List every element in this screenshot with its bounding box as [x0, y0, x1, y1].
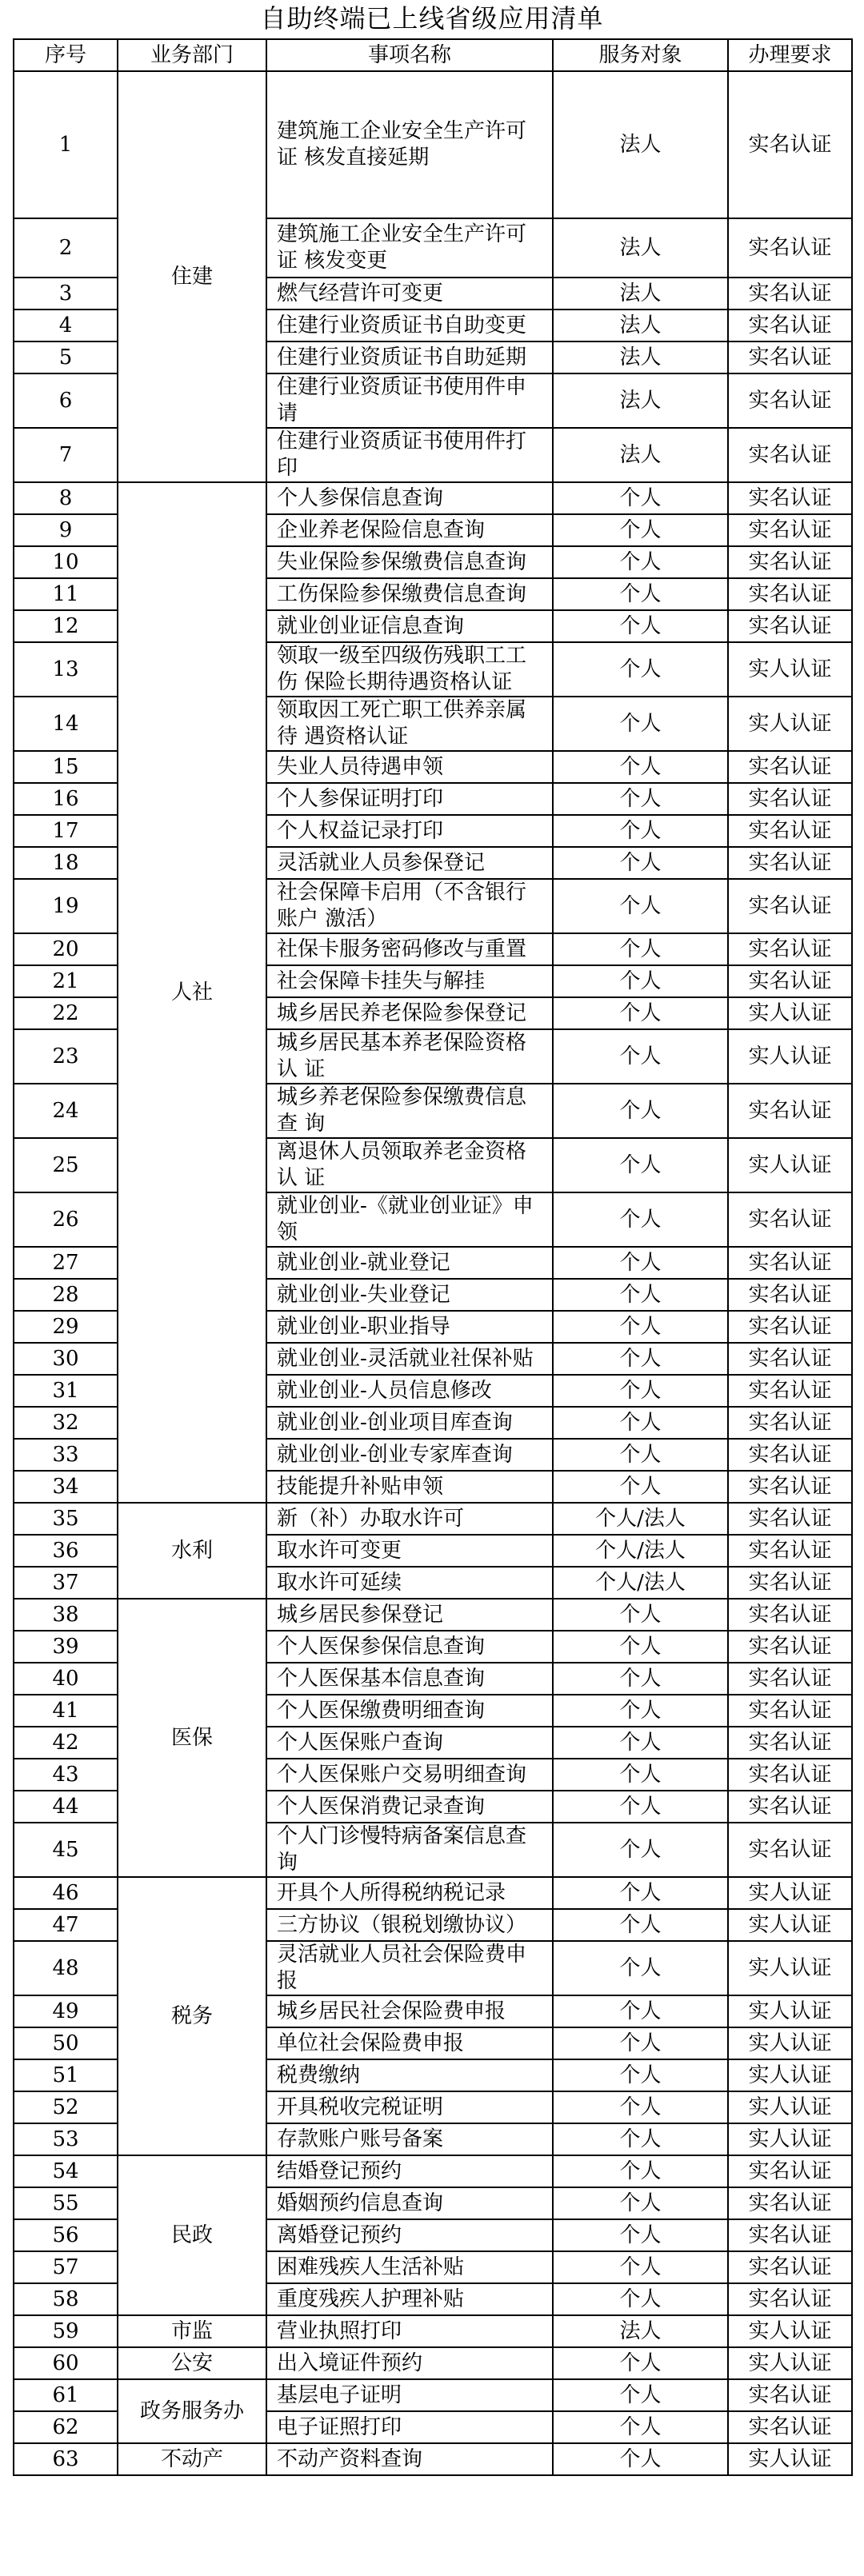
row-number-cell: 5 — [14, 341, 118, 373]
service-target-cell: 个人 — [553, 697, 728, 751]
service-target-cell: 个人 — [553, 1823, 728, 1877]
service-target-cell: 个人 — [553, 1029, 728, 1084]
table-header-row — [14, 39, 852, 71]
item-name-cell: 社保卡服务密码修改与重置 — [266, 933, 553, 965]
service-target-cell: 个人/法人 — [553, 1535, 728, 1567]
item-name-cell: 开具税收完税证明 — [266, 2091, 553, 2123]
requirement-cell: 实名认证 — [728, 1084, 852, 1138]
service-target-cell: 法人 — [553, 218, 728, 278]
requirement-cell: 实名认证 — [728, 1759, 852, 1791]
service-target-cell: 个人 — [553, 815, 728, 847]
item-name-cell: 就业创业-就业登记 — [266, 1247, 553, 1279]
item-name-cell: 企业养老保险信息查询 — [266, 514, 553, 546]
requirement-cell: 实名认证 — [728, 71, 852, 218]
requirement-cell: 实名认证 — [728, 1279, 852, 1311]
requirement-cell: 实名认证 — [728, 1535, 852, 1567]
requirement-cell: 实名认证 — [728, 1343, 852, 1375]
item-name-cell: 个人参保证明打印 — [266, 783, 553, 815]
requirement-cell: 实名认证 — [728, 482, 852, 514]
service-target-cell: 个人 — [553, 1727, 728, 1759]
row-number-cell: 8 — [14, 482, 118, 514]
table-row — [14, 1599, 852, 1631]
item-name-cell: 灵活就业人员社会保险费申报 — [266, 1941, 553, 1995]
table-row — [14, 2347, 852, 2379]
service-target-cell: 个人 — [553, 1663, 728, 1695]
service-target-cell: 个人 — [553, 2283, 728, 2315]
requirement-cell: 实名认证 — [728, 1375, 852, 1407]
item-name-cell: 个人医保账户查询 — [266, 1727, 553, 1759]
requirement-cell: 实人认证 — [728, 1029, 852, 1084]
row-number-cell: 61 — [14, 2379, 118, 2411]
row-number-cell: 48 — [14, 1941, 118, 1995]
requirement-cell: 实名认证 — [728, 1471, 852, 1503]
service-target-cell: 个人 — [553, 1375, 728, 1407]
requirement-cell: 实人认证 — [728, 2347, 852, 2379]
item-name-cell: 技能提升补贴申领 — [266, 1471, 553, 1503]
requirement-cell: 实名认证 — [728, 310, 852, 341]
service-target-cell: 个人 — [553, 847, 728, 879]
service-target-cell: 个人 — [553, 965, 728, 997]
row-number-cell: 16 — [14, 783, 118, 815]
requirement-cell: 实人认证 — [728, 2059, 852, 2091]
requirement-cell: 实人认证 — [728, 1909, 852, 1941]
table-row — [14, 2155, 852, 2187]
requirement-cell: 实名认证 — [728, 783, 852, 815]
row-number-cell: 4 — [14, 310, 118, 341]
applications-table — [13, 38, 853, 2476]
item-name-cell: 就业创业-《就业创业证》申领 — [266, 1192, 553, 1247]
requirement-cell: 实名认证 — [728, 2411, 852, 2443]
service-target-cell: 个人/法人 — [553, 1503, 728, 1535]
item-name-cell: 就业创业-灵活就业社保补贴 — [266, 1343, 553, 1375]
requirement-cell: 实名认证 — [728, 373, 852, 428]
service-target-cell: 法人 — [553, 278, 728, 310]
table-row — [14, 2315, 852, 2347]
item-name-cell: 出入境证件预约 — [266, 2347, 553, 2379]
item-name-cell: 营业执照打印 — [266, 2315, 553, 2347]
requirement-cell: 实名认证 — [728, 2155, 852, 2187]
requirement-cell: 实名认证 — [728, 1407, 852, 1439]
row-number-cell: 31 — [14, 1375, 118, 1407]
row-number-cell: 9 — [14, 514, 118, 546]
row-number-cell: 50 — [14, 2027, 118, 2059]
service-target-cell: 个人 — [553, 2251, 728, 2283]
service-target-cell: 个人 — [553, 2347, 728, 2379]
row-number-cell: 41 — [14, 1695, 118, 1727]
row-number-cell: 36 — [14, 1535, 118, 1567]
row-number-cell: 30 — [14, 1343, 118, 1375]
service-target-cell: 个人 — [553, 1343, 728, 1375]
item-name-cell: 领取一级至四级伤残职工工伤 保险长期待遇资格认证 — [266, 642, 553, 697]
requirement-cell: 实人认证 — [728, 1877, 852, 1909]
table-row — [14, 482, 852, 514]
item-name-cell: 困难残疾人生活补贴 — [266, 2251, 553, 2283]
item-name-cell: 住建行业资质证书使用件申请 — [266, 373, 553, 428]
requirement-cell: 实名认证 — [728, 815, 852, 847]
row-number-cell: 2 — [14, 218, 118, 278]
row-number-cell: 10 — [14, 546, 118, 578]
item-name-cell: 三方协议（银税划缴协议） — [266, 1909, 553, 1941]
requirement-cell: 实名认证 — [728, 514, 852, 546]
row-number-cell: 26 — [14, 1192, 118, 1247]
service-target-cell: 个人 — [553, 1759, 728, 1791]
item-name-cell: 就业创业-职业指导 — [266, 1311, 553, 1343]
row-number-cell: 19 — [14, 879, 118, 933]
service-target-cell: 个人 — [553, 1439, 728, 1471]
service-target-cell: 法人 — [553, 373, 728, 428]
row-number-cell: 27 — [14, 1247, 118, 1279]
row-number-cell: 35 — [14, 1503, 118, 1535]
table-row — [14, 2379, 852, 2411]
item-name-cell: 婚姻预约信息查询 — [266, 2187, 553, 2219]
requirement-cell: 实名认证 — [728, 546, 852, 578]
item-name-cell: 灵活就业人员参保登记 — [266, 847, 553, 879]
item-name-cell: 住建行业资质证书使用件打印 — [266, 428, 553, 482]
row-number-cell: 40 — [14, 1663, 118, 1695]
service-target-cell: 个人 — [553, 1695, 728, 1727]
department-cell: 水利 — [118, 1503, 266, 1599]
service-target-cell: 个人 — [553, 751, 728, 783]
item-name-cell: 社会保障卡启用（不含银行账户 激活） — [266, 879, 553, 933]
item-name-cell: 失业人员待遇申领 — [266, 751, 553, 783]
row-number-cell: 42 — [14, 1727, 118, 1759]
item-name-cell: 税费缴纳 — [266, 2059, 553, 2091]
requirement-cell: 实名认证 — [728, 1631, 852, 1663]
requirement-cell: 实人认证 — [728, 997, 852, 1029]
requirement-cell: 实名认证 — [728, 1192, 852, 1247]
row-number-cell: 55 — [14, 2187, 118, 2219]
row-number-cell: 13 — [14, 642, 118, 697]
item-name-cell: 个人门诊慢特病备案信息查询 — [266, 1823, 553, 1877]
item-name-cell: 建筑施工企业安全生产许可证 核发直接延期 — [266, 71, 553, 218]
row-number-cell: 14 — [14, 697, 118, 751]
service-target-cell: 个人 — [553, 997, 728, 1029]
department-cell: 医保 — [118, 1599, 266, 1877]
service-target-cell: 个人 — [553, 879, 728, 933]
row-number-cell: 7 — [14, 428, 118, 482]
row-number-cell: 49 — [14, 1995, 118, 2027]
service-target-cell: 个人 — [553, 546, 728, 578]
item-name-cell: 住建行业资质证书自助变更 — [266, 310, 553, 341]
item-name-cell: 离婚登记预约 — [266, 2219, 553, 2251]
item-name-cell: 电子证照打印 — [266, 2411, 553, 2443]
service-target-cell: 个人 — [553, 482, 728, 514]
service-target-cell: 法人 — [553, 2315, 728, 2347]
requirement-cell: 实人认证 — [728, 2027, 852, 2059]
requirement-cell: 实名认证 — [728, 2283, 852, 2315]
requirement-cell: 实名认证 — [728, 1727, 852, 1759]
column-header-req: 办理要求 — [728, 39, 852, 71]
service-target-cell: 个人 — [553, 783, 728, 815]
table-row — [14, 2443, 852, 2475]
requirement-cell: 实名认证 — [728, 1503, 852, 1535]
item-name-cell: 离退休人员领取养老金资格认 证 — [266, 1138, 553, 1192]
row-number-cell: 6 — [14, 373, 118, 428]
row-number-cell: 28 — [14, 1279, 118, 1311]
requirement-cell: 实名认证 — [728, 1663, 852, 1695]
row-number-cell: 58 — [14, 2283, 118, 2315]
item-name-cell: 基层电子证明 — [266, 2379, 553, 2411]
service-target-cell: 个人 — [553, 2091, 728, 2123]
service-target-cell: 个人 — [553, 1192, 728, 1247]
item-name-cell: 单位社会保险费申报 — [266, 2027, 553, 2059]
department-cell: 政务服务办 — [118, 2379, 266, 2443]
requirement-cell: 实名认证 — [728, 1311, 852, 1343]
item-name-cell: 个人医保参保信息查询 — [266, 1631, 553, 1663]
service-target-cell: 个人 — [553, 2219, 728, 2251]
row-number-cell: 25 — [14, 1138, 118, 1192]
service-target-cell: 个人 — [553, 1941, 728, 1995]
service-target-cell: 个人 — [553, 2379, 728, 2411]
row-number-cell: 18 — [14, 847, 118, 879]
item-name-cell: 就业创业-创业项目库查询 — [266, 1407, 553, 1439]
column-header-target: 服务对象 — [553, 39, 728, 71]
item-name-cell: 新（补）办取水许可 — [266, 1503, 553, 1535]
requirement-cell: 实名认证 — [728, 879, 852, 933]
service-target-cell: 法人 — [553, 341, 728, 373]
requirement-cell: 实名认证 — [728, 933, 852, 965]
item-name-cell: 个人医保基本信息查询 — [266, 1663, 553, 1695]
item-name-cell: 重度残疾人护理补贴 — [266, 2283, 553, 2315]
row-number-cell: 39 — [14, 1631, 118, 1663]
item-name-cell: 个人权益记录打印 — [266, 815, 553, 847]
requirement-cell: 实名认证 — [728, 2187, 852, 2219]
table-row — [14, 71, 852, 218]
department-cell: 不动产 — [118, 2443, 266, 2475]
row-number-cell: 3 — [14, 278, 118, 310]
requirement-cell: 实名认证 — [728, 578, 852, 610]
requirement-cell: 实名认证 — [728, 2219, 852, 2251]
row-number-cell: 60 — [14, 2347, 118, 2379]
requirement-cell: 实名认证 — [728, 1695, 852, 1727]
service-target-cell: 个人 — [553, 2027, 728, 2059]
service-target-cell: 个人 — [553, 2059, 728, 2091]
service-target-cell: 个人 — [553, 2411, 728, 2443]
requirement-cell: 实名认证 — [728, 847, 852, 879]
item-name-cell: 社会保障卡挂失与解挂 — [266, 965, 553, 997]
requirement-cell: 实名认证 — [728, 2379, 852, 2411]
row-number-cell: 56 — [14, 2219, 118, 2251]
item-name-cell: 个人参保信息查询 — [266, 482, 553, 514]
row-number-cell: 15 — [14, 751, 118, 783]
service-target-cell: 个人 — [553, 1791, 728, 1823]
department-cell: 市监 — [118, 2315, 266, 2347]
service-target-cell: 个人 — [553, 933, 728, 965]
service-target-cell: 个人 — [553, 1138, 728, 1192]
row-number-cell: 22 — [14, 997, 118, 1029]
item-name-cell: 就业创业-人员信息修改 — [266, 1375, 553, 1407]
requirement-cell: 实人认证 — [728, 1995, 852, 2027]
table-row — [14, 1503, 852, 1535]
service-target-cell: 个人 — [553, 1909, 728, 1941]
service-target-cell: 个人 — [553, 2443, 728, 2475]
row-number-cell: 1 — [14, 71, 118, 218]
requirement-cell: 实名认证 — [728, 2251, 852, 2283]
service-target-cell: 个人 — [553, 1631, 728, 1663]
item-name-cell: 城乡养老保险参保缴费信息查 询 — [266, 1084, 553, 1138]
requirement-cell: 实名认证 — [728, 1599, 852, 1631]
requirement-cell: 实名认证 — [728, 610, 852, 642]
requirement-cell: 实人认证 — [728, 2091, 852, 2123]
service-target-cell: 个人 — [553, 1471, 728, 1503]
requirement-cell: 实名认证 — [728, 1823, 852, 1877]
row-number-cell: 63 — [14, 2443, 118, 2475]
department-cell: 民政 — [118, 2155, 266, 2315]
row-number-cell: 12 — [14, 610, 118, 642]
requirement-cell: 实名认证 — [728, 341, 852, 373]
row-number-cell: 38 — [14, 1599, 118, 1631]
service-target-cell: 个人 — [553, 2187, 728, 2219]
row-number-cell: 46 — [14, 1877, 118, 1909]
department-cell: 税务 — [118, 1877, 266, 2155]
service-target-cell: 个人 — [553, 2155, 728, 2187]
service-target-cell: 个人 — [553, 578, 728, 610]
row-number-cell: 32 — [14, 1407, 118, 1439]
service-target-cell: 法人 — [553, 428, 728, 482]
item-name-cell: 失业保险参保缴费信息查询 — [266, 546, 553, 578]
requirement-cell: 实名认证 — [728, 1791, 852, 1823]
row-number-cell: 11 — [14, 578, 118, 610]
service-target-cell: 个人 — [553, 1279, 728, 1311]
requirement-cell: 实人认证 — [728, 2443, 852, 2475]
row-number-cell: 20 — [14, 933, 118, 965]
item-name-cell: 不动产资料查询 — [266, 2443, 553, 2475]
department-cell: 住建 — [118, 71, 266, 482]
requirement-cell: 实人认证 — [728, 642, 852, 697]
row-number-cell: 59 — [14, 2315, 118, 2347]
item-name-cell: 就业创业-创业专家库查询 — [266, 1439, 553, 1471]
requirement-cell: 实名认证 — [728, 965, 852, 997]
service-target-cell: 个人 — [553, 2123, 728, 2155]
item-name-cell: 工伤保险参保缴费信息查询 — [266, 578, 553, 610]
service-target-cell: 法人 — [553, 310, 728, 341]
requirement-cell: 实名认证 — [728, 278, 852, 310]
row-number-cell: 47 — [14, 1909, 118, 1941]
service-target-cell: 个人 — [553, 1311, 728, 1343]
table-row — [14, 1877, 852, 1909]
requirement-cell: 实人认证 — [728, 697, 852, 751]
service-target-cell: 个人 — [553, 1407, 728, 1439]
item-name-cell: 城乡居民基本养老保险资格认 证 — [266, 1029, 553, 1084]
table-body — [14, 71, 852, 2475]
requirement-cell: 实名认证 — [728, 1439, 852, 1471]
service-target-cell: 个人 — [553, 1599, 728, 1631]
item-name-cell: 就业创业-失业登记 — [266, 1279, 553, 1311]
row-number-cell: 44 — [14, 1791, 118, 1823]
row-number-cell: 21 — [14, 965, 118, 997]
item-name-cell: 开具个人所得税纳税记录 — [266, 1877, 553, 1909]
row-number-cell: 23 — [14, 1029, 118, 1084]
department-cell: 公安 — [118, 2347, 266, 2379]
row-number-cell: 53 — [14, 2123, 118, 2155]
row-number-cell: 45 — [14, 1823, 118, 1877]
item-name-cell: 个人医保消费记录查询 — [266, 1791, 553, 1823]
page-title: 自助终端已上线省级应用清单 — [260, 3, 604, 34]
item-name-cell: 住建行业资质证书自助延期 — [266, 341, 553, 373]
service-target-cell: 个人 — [553, 1247, 728, 1279]
requirement-cell: 实人认证 — [728, 1941, 852, 1995]
requirement-cell: 实名认证 — [728, 751, 852, 783]
requirement-cell: 实名认证 — [728, 1567, 852, 1599]
item-name-cell: 燃气经营许可变更 — [266, 278, 553, 310]
item-name-cell: 城乡居民参保登记 — [266, 1599, 553, 1631]
item-name-cell: 存款账户账号备案 — [266, 2123, 553, 2155]
row-number-cell: 33 — [14, 1439, 118, 1471]
item-name-cell: 城乡居民社会保险费申报 — [266, 1995, 553, 2027]
row-number-cell: 24 — [14, 1084, 118, 1138]
item-name-cell: 取水许可变更 — [266, 1535, 553, 1567]
row-number-cell: 34 — [14, 1471, 118, 1503]
service-target-cell: 个人 — [553, 610, 728, 642]
column-header-item: 事项名称 — [266, 39, 553, 71]
column-header-dept: 业务部门 — [118, 39, 266, 71]
item-name-cell: 领取因工死亡职工供养亲属待 遇资格认证 — [266, 697, 553, 751]
item-name-cell: 个人医保缴费明细查询 — [266, 1695, 553, 1727]
requirement-cell: 实名认证 — [728, 428, 852, 482]
item-name-cell: 取水许可延续 — [266, 1567, 553, 1599]
row-number-cell: 52 — [14, 2091, 118, 2123]
requirement-cell: 实人认证 — [728, 2123, 852, 2155]
requirement-cell: 实人认证 — [728, 1138, 852, 1192]
service-target-cell: 个人 — [553, 1877, 728, 1909]
row-number-cell: 37 — [14, 1567, 118, 1599]
service-target-cell: 个人 — [553, 1084, 728, 1138]
row-number-cell: 62 — [14, 2411, 118, 2443]
service-target-cell: 个人/法人 — [553, 1567, 728, 1599]
item-name-cell: 个人医保账户交易明细查询 — [266, 1759, 553, 1791]
column-header-no: 序号 — [14, 39, 118, 71]
row-number-cell: 57 — [14, 2251, 118, 2283]
department-cell: 人社 — [118, 482, 266, 1503]
service-target-cell: 个人 — [553, 514, 728, 546]
requirement-cell: 实人认证 — [728, 2315, 852, 2347]
item-name-cell: 就业创业证信息查询 — [266, 610, 553, 642]
service-target-cell: 个人 — [553, 642, 728, 697]
item-name-cell: 结婚登记预约 — [266, 2155, 553, 2187]
row-number-cell: 54 — [14, 2155, 118, 2187]
item-name-cell: 建筑施工企业安全生产许可证 核发变更 — [266, 218, 553, 278]
row-number-cell: 29 — [14, 1311, 118, 1343]
service-target-cell: 个人 — [553, 1995, 728, 2027]
row-number-cell: 51 — [14, 2059, 118, 2091]
requirement-cell: 实名认证 — [728, 218, 852, 278]
row-number-cell: 17 — [14, 815, 118, 847]
requirement-cell: 实名认证 — [728, 1247, 852, 1279]
item-name-cell: 城乡居民养老保险参保登记 — [266, 997, 553, 1029]
service-target-cell: 法人 — [553, 71, 728, 218]
row-number-cell: 43 — [14, 1759, 118, 1791]
